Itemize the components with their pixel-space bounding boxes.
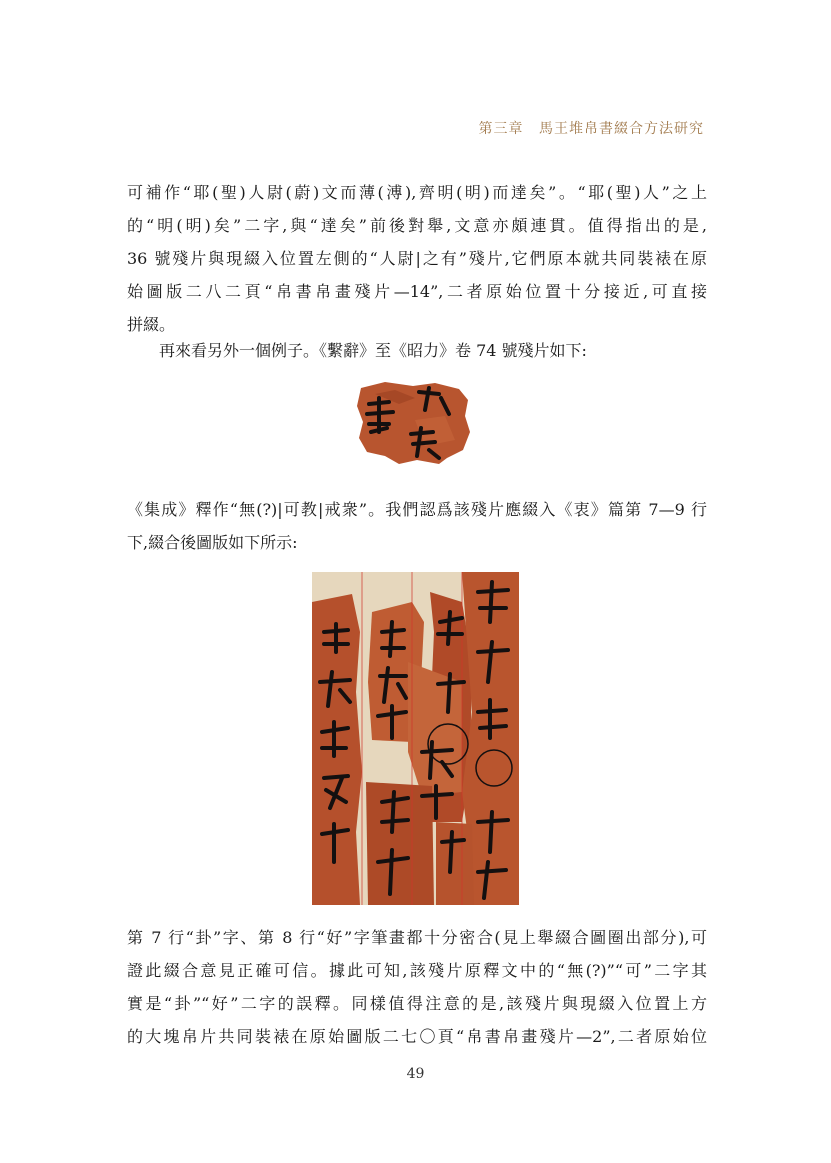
text-line: 可補作“耶(聖)人尉(蔚)文而薄(溥),齊明(明)而達矣”。“耶(聖)人”之上 — [127, 183, 707, 202]
text-line: 下,綴合後圖版如下所示: — [127, 533, 298, 552]
text-line: 36 號殘片與現綴入位置左側的“人尉|之有”殘片,它們原本就共同裝裱在原 — [127, 249, 707, 268]
silk-fragment-image — [355, 380, 472, 466]
text-line: 的“明(明)矣”二字,與“達矣”前後對舉,文意亦頗連貫。值得指出的是, — [127, 216, 707, 235]
text-line: 第 7 行“卦”字、第 8 行“好”字筆畫都十分密合(見上舉綴合圖圈出部分),可 — [127, 928, 707, 947]
running-header — [479, 118, 704, 138]
paragraph-2 — [127, 334, 707, 367]
page-number: 49 — [406, 1066, 425, 1082]
joined-plate-image — [312, 572, 519, 905]
paragraph-1 — [127, 176, 707, 341]
text-line: 證此綴合意見正確可信。據此可知,該殘片原釋文中的“無(?)”“可”二字其 — [127, 961, 707, 980]
text-line: 始圖版二八二頁“帛書帛畫殘片—14”,二者原始位置十分接近,可直接 — [127, 282, 707, 301]
paragraph-4 — [127, 921, 707, 1053]
text-line: 拼綴。 — [127, 315, 176, 334]
paragraph-3 — [127, 493, 707, 559]
text-line: 《集成》釋作“無(?)|可教|戒衆”。我們認爲該殘片應綴入《衷》篇第 7—9 行 — [127, 500, 707, 519]
chapter-title: 馬王堆帛書綴合方法研究 — [539, 121, 704, 137]
text-line: 再來看另外一個例子。《繫辭》至《昭力》卷 74 號殘片如下: — [159, 341, 587, 360]
text-line: 實是“卦”“好”二字的誤釋。同樣值得注意的是,該殘片與現綴入位置上方 — [127, 994, 707, 1013]
text-line: 的大塊帛片共同裝裱在原始圖版二七〇頁“帛書帛畫殘片—2”,二者原始位 — [127, 1027, 707, 1046]
chapter-label: 第三章 — [478, 121, 524, 137]
